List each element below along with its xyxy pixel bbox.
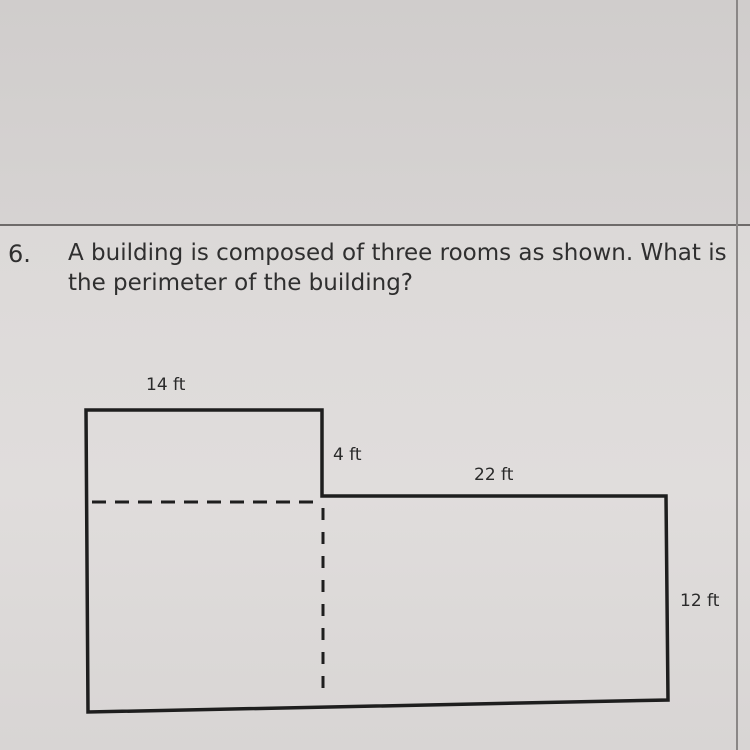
label-right-height: 12 ft bbox=[680, 591, 720, 611]
label-step-height: 4 ft bbox=[333, 445, 362, 465]
building-outline bbox=[86, 410, 668, 712]
question-text: A building is composed of three rooms as shown. What is the perimeter of the building? bbox=[68, 240, 727, 296]
question-number: 6. bbox=[8, 240, 31, 268]
label-right-width: 22 ft bbox=[474, 465, 514, 485]
label-top-width: 14 ft bbox=[146, 375, 186, 395]
